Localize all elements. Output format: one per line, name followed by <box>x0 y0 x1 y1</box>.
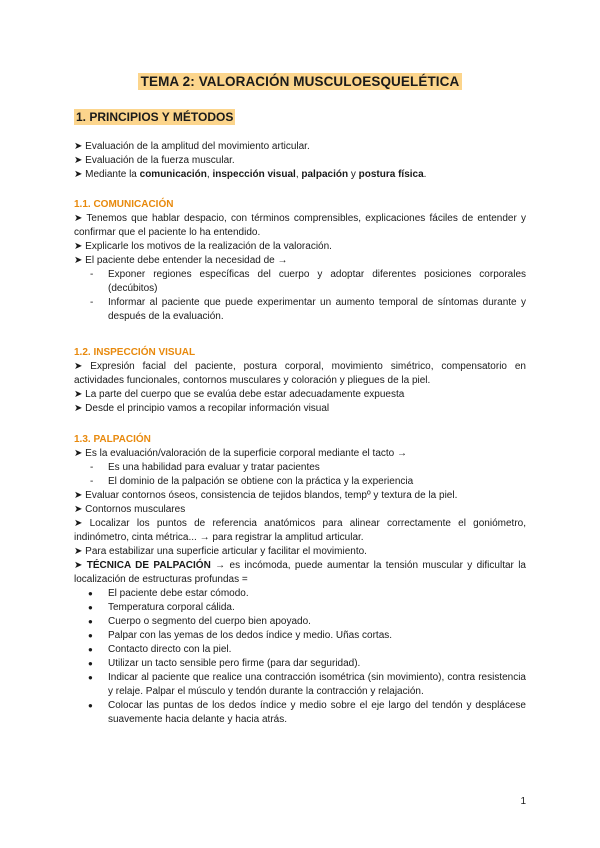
palpacion-dash-1: - Es una habilidad para evaluar y tratar pacientes <box>74 461 526 475</box>
palpacion-p1: ➤ Es la evaluación/valoración de la superficie corporal mediante el tacto → <box>74 448 407 459</box>
item3-sep2: , <box>295 169 302 180</box>
comunicacion-p2: ➤ Explicarle los motivos de la realización de la valoración. <box>74 241 332 252</box>
palpacion-p5: ➤ Para estabilizar una superficie articular y facilitar el movimiento. <box>74 546 367 557</box>
inspeccion-p3: ➤ Desde el principio vamos a recopilar información visual <box>74 403 330 414</box>
page-title: TEMA 2: VALORACIÓN MUSCULOESQUELÉTICA <box>138 73 463 90</box>
palpacion-dash-2: - El dominio de la palpación se obtiene con la práctica y la experiencia <box>74 475 526 489</box>
tecnica-term: TÉCNICA DE PALPACIÓN <box>86 560 211 571</box>
palpacion-bullet-2: ● Temperatura corporal cálida. <box>74 601 526 615</box>
comunicacion-dash-2: - Informar al paciente que puede experimentar un aumento temporal de síntomas durante y después de la evaluación. <box>74 296 526 324</box>
principios-item-2: ➤ Evaluación de la fuerza muscular. <box>74 155 235 166</box>
palpacion-bullet-8: ● Colocar las puntas de los dedos índice y medio sobre el eje largo del tendón y desplácese suavemente hacia delante y hacia atrás. <box>74 699 526 727</box>
palpacion-bullet-7: ● Indicar al paciente que realice una contracción isométrica (sin movimiento), contra resistencia y relaje. Palpar el músculo y tendón durante la contracción y relajación. <box>74 671 526 699</box>
palpacion-bullet-1: ● El paciente debe estar cómodo. <box>74 587 526 601</box>
heading-comunicacion: 1.1. COMUNICACIÓN <box>74 199 174 210</box>
item3-sep1: , <box>206 169 213 180</box>
section-heading-principios: 1. PRINCIPIOS Y MÉTODOS <box>76 110 234 124</box>
heading-inspeccion: 1.2. INSPECCIÓN VISUAL <box>74 347 196 358</box>
palpacion-bullet-5: ● Contacto directo con la piel. <box>74 643 526 657</box>
section-comunicacion <box>74 198 526 324</box>
page-number: 1 <box>520 796 526 807</box>
palpacion-bullet-6: ● Utilizar un tacto sensible pero firme (para dar seguridad). <box>74 657 526 671</box>
principios-item-3 <box>74 168 526 182</box>
palpacion-tecnica <box>74 559 526 587</box>
term-palpacion: palpación <box>301 169 349 180</box>
section-palpacion <box>74 433 526 727</box>
item3-sep3: y <box>348 169 359 180</box>
palpacion-bullet-3: ● Cuerpo o segmento del cuerpo bien apoyado. <box>74 615 526 629</box>
palpacion-p2: ➤ Evaluar contornos óseos, consistencia de tejidos blandos, tempº y textura de la piel. <box>74 490 458 501</box>
term-postura: postura física <box>358 169 424 180</box>
palpacion-bullet-4: ● Palpar con las yemas de los dedos índice y medio. Uñas cortas. <box>74 629 526 643</box>
inspeccion-p1: ➤ Expresión facial del paciente, postura corporal, movimiento simétrico, compensatorio en actividades funcionales, contornos musculares y coloración y pliegues de la piel. <box>74 361 526 386</box>
palpacion-p4: ➤ Localizar los puntos de referencia anatómicos para alinear correctamente el goniómetro, indinómetro, cinta métrica... → para registrar la amplitud articular. <box>74 518 526 543</box>
comunicacion-p3: ➤ El paciente debe entender la necesidad de → <box>74 255 288 266</box>
heading-palpacion: 1.3. PALPACIÓN <box>74 434 151 445</box>
item3-prefix: ➤ Mediante la <box>74 169 140 180</box>
comunicacion-dash-1: - Exponer regiones específicas del cuerpo y adoptar diferentes posiciones corporales (decúbitos) <box>74 268 526 296</box>
section-inspeccion <box>74 346 526 416</box>
inspeccion-p2: ➤ La parte del cuerpo que se evalúa debe estar adecuadamente expuesta <box>74 389 405 400</box>
tecnica-rest: → es incómoda, puede aumentar la tensión muscular y dificultar la localización de estructuras profundas = <box>74 560 526 585</box>
tecnica-prefix: ➤ <box>74 560 87 571</box>
title-wrapper <box>0 73 600 91</box>
term-comunicacion: comunicación <box>139 169 207 180</box>
item3-suffix: . <box>423 169 427 180</box>
term-inspeccion: inspección visual <box>212 169 296 180</box>
palpacion-p3: ➤ Contornos musculares <box>74 504 186 515</box>
comunicacion-p1: ➤ Tenemos que hablar despacio, con términos comprensibles, explicaciones fáciles de entender y confirmar que el paciente lo ha entendido. <box>74 213 526 238</box>
section-principios-list <box>74 140 526 182</box>
principios-item-1: ➤ Evaluación de la amplitud del movimiento articular. <box>74 141 310 152</box>
